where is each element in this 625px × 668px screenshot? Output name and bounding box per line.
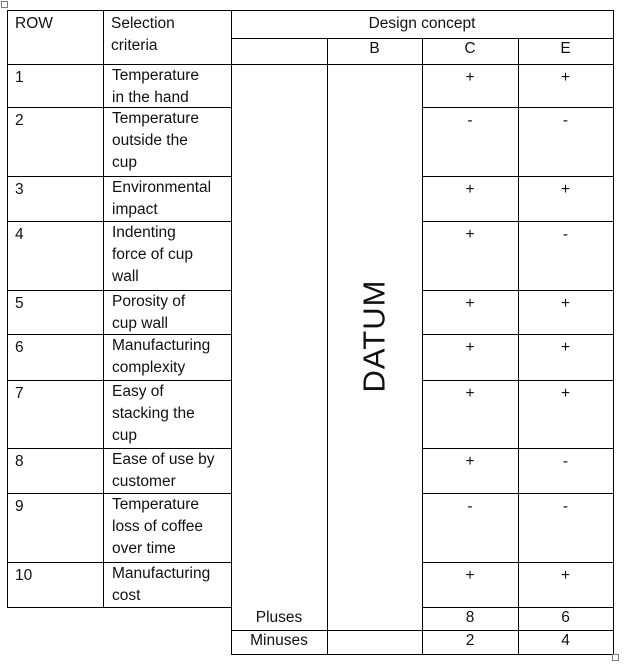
criteria-header-line: criteria xyxy=(111,37,158,54)
criteria-line: loss of coffee xyxy=(112,518,204,535)
criteria-cell xyxy=(103,448,231,493)
criteria-line: customer xyxy=(112,473,176,490)
row-number: 2 xyxy=(15,112,24,129)
design-concept-header: Design concept xyxy=(368,15,476,32)
row-number: 6 xyxy=(15,339,24,356)
row-number: 5 xyxy=(15,295,24,312)
table-gridline xyxy=(7,607,232,608)
criteria-cell xyxy=(103,107,231,176)
criteria-cell xyxy=(103,221,231,290)
criteria-cell xyxy=(103,64,231,107)
summary-e-total: 4 xyxy=(561,632,570,649)
summary-b-total xyxy=(327,630,422,654)
concept-e-score: + xyxy=(560,69,571,86)
concept-c-score: + xyxy=(465,339,475,356)
row-header: ROW xyxy=(15,15,53,32)
criteria-line: over time xyxy=(112,540,176,557)
criteria-header-line: Selection xyxy=(111,15,175,32)
concept-c-score: - xyxy=(467,112,473,129)
table-resize-handle[interactable] xyxy=(612,654,619,661)
criteria-line: cost xyxy=(112,587,141,604)
concept-e-score: - xyxy=(562,498,569,515)
datum-label: DATUM xyxy=(356,279,392,392)
criteria-line: Manufacturing xyxy=(112,565,211,582)
table-gridline xyxy=(231,10,232,655)
criteria-line: complexity xyxy=(112,359,186,376)
concept-e-score: + xyxy=(560,181,571,198)
criteria-line: cup xyxy=(112,427,137,444)
criteria-cell xyxy=(103,380,231,448)
criteria-line: Environmental xyxy=(112,179,212,196)
summary-label: Minuses xyxy=(250,632,308,649)
criteria-line: Indenting xyxy=(112,224,176,241)
row-number: 9 xyxy=(15,498,24,515)
criteria-line: stacking the xyxy=(112,405,195,422)
concept-e-score: + xyxy=(560,339,571,356)
summary-c-total: 8 xyxy=(465,609,475,626)
datum-column xyxy=(327,64,422,607)
row-number: 10 xyxy=(15,567,33,584)
criteria-line: impact xyxy=(112,201,158,218)
criteria-cell xyxy=(103,290,231,334)
criteria-cell xyxy=(103,334,231,380)
concept-e-score: - xyxy=(562,453,569,470)
summary-e-total: 6 xyxy=(561,609,570,626)
criteria-line: Manufacturing xyxy=(112,337,211,354)
criteria-line: Easy of xyxy=(112,383,164,400)
criteria-line: Porosity of xyxy=(112,293,186,310)
summary-c-total: 2 xyxy=(465,632,475,649)
concept-c-score: + xyxy=(465,69,475,86)
table-gridline xyxy=(613,10,614,655)
concept-c-score: + xyxy=(465,567,475,584)
criteria-line: Temperature xyxy=(112,110,200,127)
concept-e-score: + xyxy=(560,567,571,584)
concept-e-score: + xyxy=(560,295,571,312)
selection-criteria-header xyxy=(103,10,231,64)
concept-c-score: + xyxy=(465,181,475,198)
criteria-line: Temperature xyxy=(112,496,200,513)
table-move-handle[interactable] xyxy=(1,1,8,8)
criteria-line: wall xyxy=(112,268,139,285)
concept-c-score: + xyxy=(465,385,475,402)
concept-header-e: E xyxy=(560,40,571,57)
concept-header-b: B xyxy=(369,40,380,57)
concept-e-score: - xyxy=(562,226,569,243)
row-number: 3 xyxy=(15,181,24,198)
criteria-line: force of cup xyxy=(112,246,193,263)
criteria-line: cup xyxy=(112,154,137,171)
summary-label: Pluses xyxy=(255,609,303,626)
concept-e-score: - xyxy=(562,112,569,129)
concept-c-score: - xyxy=(467,498,473,515)
row-number: 7 xyxy=(15,385,24,402)
row-number: 4 xyxy=(15,226,24,243)
concept-e-score: + xyxy=(560,385,571,402)
criteria-line: Temperature xyxy=(112,67,200,84)
row-number: 1 xyxy=(15,69,24,86)
criteria-line: outside the xyxy=(112,132,188,149)
criteria-cell xyxy=(103,493,231,562)
concept-header-c: C xyxy=(464,40,476,57)
criteria-cell xyxy=(103,562,231,607)
concept-c-score: + xyxy=(465,226,475,243)
summary-b-total xyxy=(327,607,422,630)
criteria-line: in the hand xyxy=(112,89,189,106)
row-number: 8 xyxy=(15,453,24,470)
criteria-line: Ease of use by xyxy=(112,451,215,468)
criteria-line: cup wall xyxy=(112,315,168,332)
concept-c-score: + xyxy=(465,295,475,312)
concept-c-score: + xyxy=(465,453,475,470)
criteria-cell xyxy=(103,176,231,221)
